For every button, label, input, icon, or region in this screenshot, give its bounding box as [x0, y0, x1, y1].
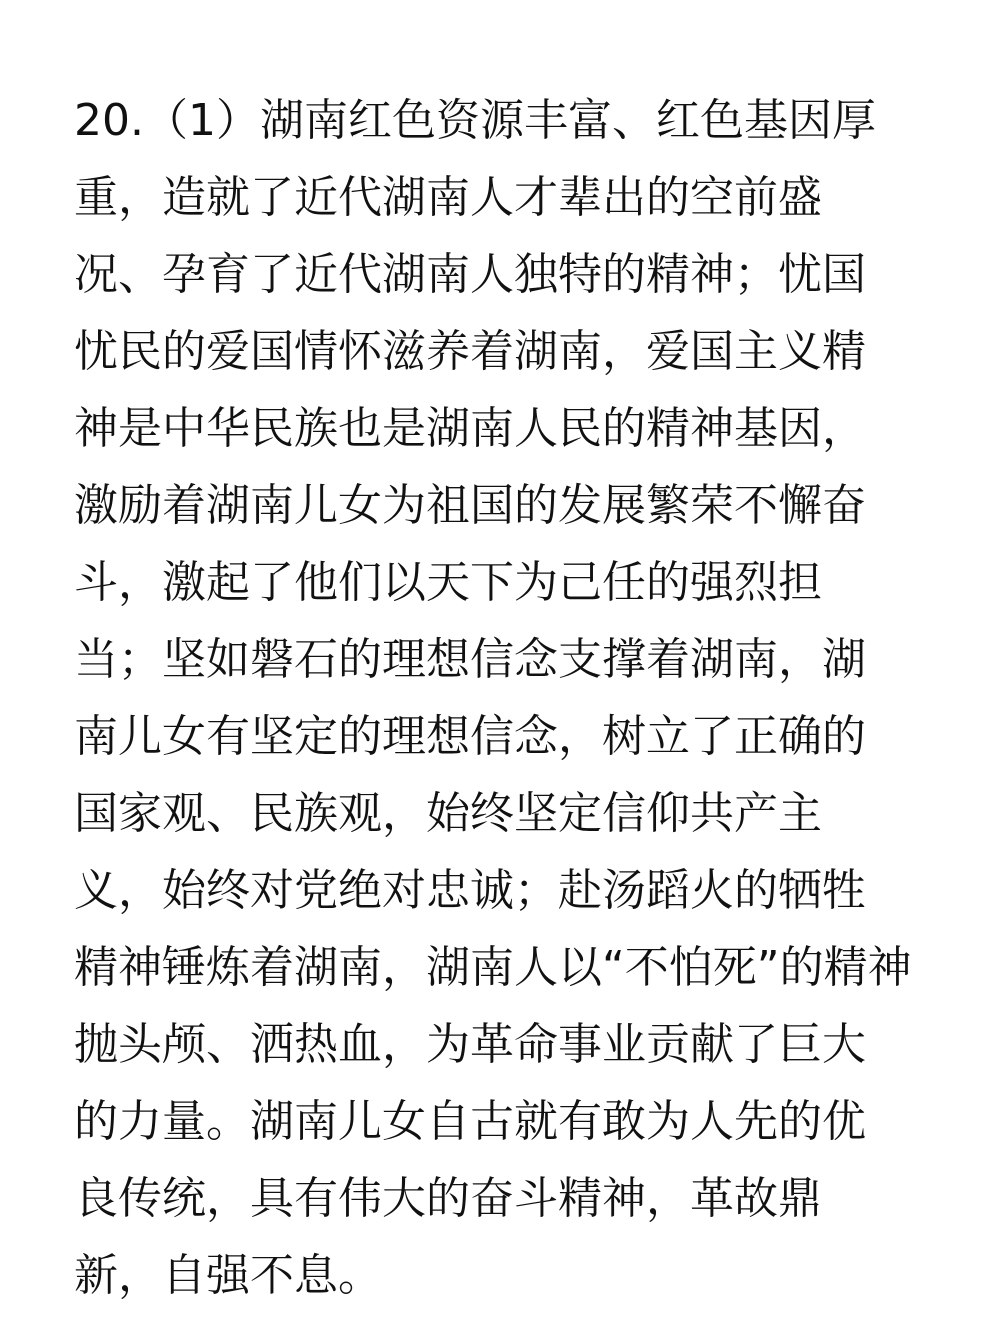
text-line: 新，自强不息。 [74, 1250, 382, 1301]
text-line: 忧民的爱国情怀滋养着湖南，爱国主义精 [74, 326, 866, 377]
text-line: 良传统，具有伟大的奋斗精神，革故鼎 [74, 1173, 822, 1224]
text-line: 的力量。湖南儿女自古就有敢为人先的优 [74, 1096, 866, 1147]
text-line: 况、孕育了近代湖南人独特的精神；忧国 [74, 249, 866, 300]
text-line: 重，造就了近代湖南人才辈出的空前盛 [74, 172, 822, 223]
text-line: 激励着湖南儿女为祖国的发展繁荣不懈奋 [74, 480, 866, 531]
text-line: 当；坚如磐石的理想信念支撑着湖南，湖 [74, 634, 866, 685]
text-line: 南儿女有坚定的理想信念，树立了正确的 [74, 711, 866, 762]
text-line: 义，始终对党绝对忠诚；赴汤蹈火的牺牲 [74, 865, 866, 916]
text-line: 神是中华民族也是湖南人民的精神基因， [74, 403, 866, 454]
text-line: 斗，激起了他们以天下为己任的强烈担 [74, 557, 822, 608]
text-line: 国家观、民族观，始终坚定信仰共产主 [74, 788, 822, 839]
text-line: 20.（1）湖南红色资源丰富、红色基因厚 [74, 95, 876, 146]
answer-text-block [74, 82, 954, 1314]
text-line: 精神锤炼着湖南，湖南人以“不怕死”的精神 [74, 942, 912, 993]
text-line: 抛头颅、洒热血，为革命事业贡献了巨大 [74, 1019, 866, 1070]
